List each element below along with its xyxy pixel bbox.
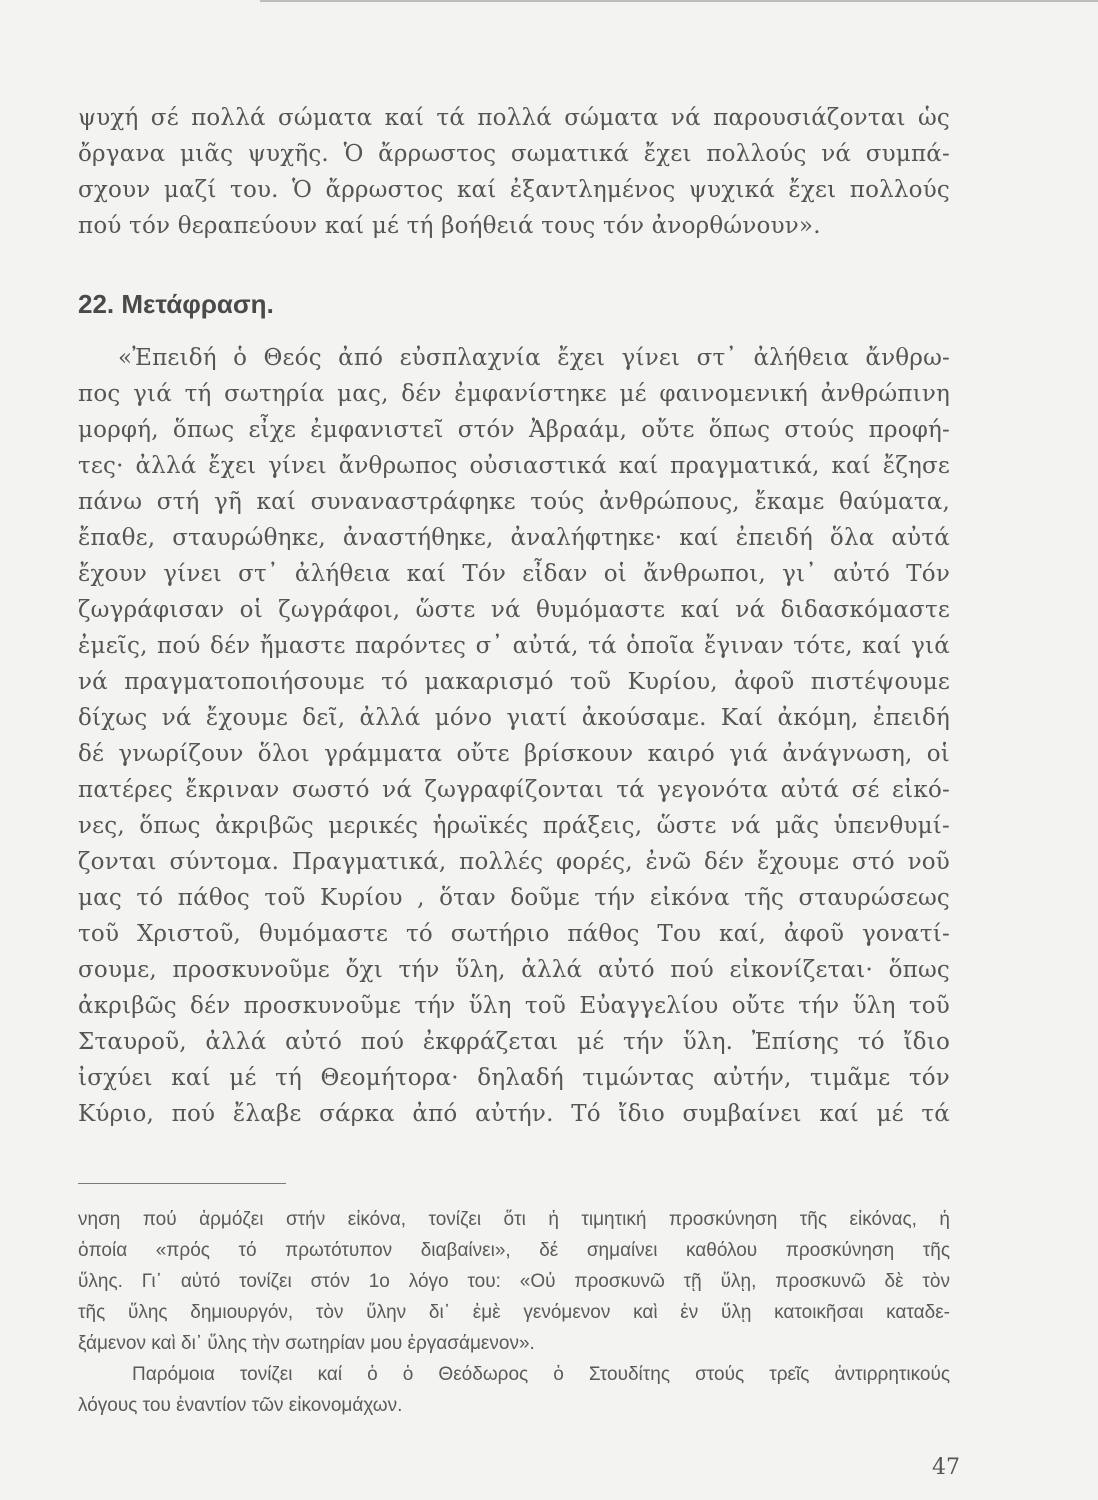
text-line: ἔχουν γίνει στ᾽ ἀλήθεια καί Τόν εἶδαν οἱ ἄνθρωποι, γι᾽ αὐτό Τόν [78, 561, 950, 587]
footnotes [78, 1204, 950, 1421]
section-heading: 22. Μετάφραση. [78, 289, 274, 319]
footnote-line: λόγους του ἐναντίον τῶν εἰκονομάχων. [78, 1395, 403, 1416]
footnote-line: τῆς ὕλης δημιουργόν, τὸν ὕλην δι᾽ ἐμὲ γενόμενον καὶ ἐν ὕλῃ κατοικῆσαι καταδε- [78, 1302, 950, 1323]
translation-paragraph [78, 340, 950, 1132]
footnote-line: ὁποία «πρός τό πρωτότυπον διαβαίνει», δέ σημαίνει καθόλου προσκύνηση τῆς [78, 1240, 950, 1261]
text-line: ἀκριβῶς δέν προσκυνοῦμε τήν ὕλη τοῦ Εὐαγγελίου οὔτε τήν ὕλη τοῦ [78, 993, 950, 1019]
text-line: πού τόν θεραπεύουν καί μέ τή βοήθειά τους τόν ἀνορθώνουν». [78, 213, 821, 239]
text-line: μορφή, ὅπως εἶχε ἐμφανιστεῖ στόν Ἀβραάμ, οὔτε ὅπως στούς προφή- [78, 417, 950, 443]
text-line: ζωγράφισαν οἱ ζωγράφοι, ὥστε νά θυμόμαστε καί νά διδασκόμαστε [78, 597, 950, 623]
footnote-line: Παρόμοια τονίζει καί ὁ ὁ Θεόδωρος ὁ Στουδίτης στούς τρεῖς ἀντιρρητικούς [132, 1364, 950, 1385]
text-line: τες· ἀλλά ἔχει γίνει ἄνθρωπος οὐσιαστικά καί πραγματικά, καί ἔζησε [78, 453, 950, 479]
text-line: Κύριο, πού ἔλαβε σάρκα ἀπό αὐτήν. Τό ἴδιο συμβαίνει καί μέ τά [78, 1101, 950, 1127]
text-line: δέ γνωρίζουν ὅλοι γράμματα οὔτε βρίσκουν καιρό γιά ἀνάγνωση, οἱ [78, 741, 950, 767]
text-line: σχουν μαζί του. Ὁ ἄρρωστος καί ἐξαντλημένος ψυχικά ἔχει πολλούς [78, 177, 950, 203]
text-line: νά πραγματοποιήσουμε τό μακαρισμό τοῦ Κυρίου, ἀφοῦ πιστέψουμε [78, 669, 950, 695]
page-number: 47 [932, 1455, 960, 1480]
text-line: ἔπαθε, σταυρώθηκε, ἀναστήθηκε, ἀναλήφτηκε· καί ἐπειδή ὅλα αὐτά [78, 525, 950, 551]
text-line: ὄργανα μιᾶς ψυχῆς. Ὁ ἄρρωστος σωματικά ἔχει πολλούς νά συμπά- [78, 141, 950, 167]
text-line: ἐμεῖς, πού δέν ἤμαστε παρόντες σ᾽ αὐτά, τά ὁποῖα ἔγιναν τότε, καί γιά [78, 633, 950, 659]
text-line: «Ἐπειδή ὁ Θεός ἀπό εὐσπλαχνία ἔχει γίνει στ᾽ ἀλήθεια ἄνθρω- [118, 345, 950, 371]
text-line: πάνω στή γῆ καί συναναστράφηκε τούς ἀνθρώπους, ἔκαμε θαύματα, [78, 489, 950, 515]
text-line: πος γιά τή σωτηρία μας, δέν ἐμφανίστηκε μέ φαινομενική ἀνθρώπινη [78, 381, 950, 407]
text-line: ἰσχύει καί μέ τή Θεομήτορα· δηλαδή τιμώντας αὐτήν, τιμᾶμε τόν [78, 1065, 950, 1091]
text-line: δίχως νά ἔχουμε δεῖ, ἀλλά μόνο γιατί ἀκούσαμε. Καί ἀκόμη, ἐπειδή [78, 705, 950, 731]
continued-paragraph [78, 100, 950, 244]
footnote-line: ξάμενον καὶ δι᾽ ὕλης τὴν σωτηρίαν μου ἐργασάμενον». [78, 1333, 535, 1354]
text-line: μας τό πάθος τοῦ Κυρίου , ὅταν δοῦμε τήν εἰκόνα τῆς σταυρώσεως [78, 885, 950, 911]
text-line: πατέρες ἔκριναν σωστό νά ζωγραφίζονται τά γεγονότα αὐτά σέ εἰκό- [78, 777, 950, 803]
text-line: ψυχή σέ πολλά σώματα καί τά πολλά σώματα νά παρουσιάζονται ὡς [78, 105, 950, 131]
text-line: ζονται σύντομα. Πραγματικά, πολλές φορές, ἐνῶ δέν ἔχουμε στό νοῦ [78, 849, 950, 875]
text-line: νες, ὅπως ἀκριβῶς μερικές ἡρωϊκές πράξεις, ὥστε νά μᾶς ὑπενθυμί- [78, 813, 950, 839]
text-line: τοῦ Χριστοῦ, θυμόμαστε τό σωτήριο πάθος Του καί, ἀφοῦ γονατί- [78, 921, 950, 947]
text-line: Σταυροῦ, ἀλλά αὐτό πού ἐκφράζεται μέ τήν ὕλη. Ἐπίσης τό ἴδιο [78, 1029, 950, 1055]
footnote-divider [78, 1183, 286, 1184]
text-line: σουμε, προσκυνοῦμε ὄχι τήν ὕλη, ἀλλά αὐτό πού εἰκονίζεται· ὅπως [78, 957, 950, 983]
footnote-line: νηση πού ἁρμόζει στήν εἰκόνα, τονίζει ὅτι ἡ τιμητική προσκύνηση τῆς εἰκόνας, ἡ [78, 1209, 950, 1230]
top-page-edge-rule [260, 0, 1098, 2]
footnote-line: ὕλης. Γι᾽ αὐτό τονίζει στόν 1ο λόγο του: «Οὐ προσκυνῶ τῇ ὕλῃ, προσκυνῶ δὲ τὸν [78, 1271, 950, 1292]
